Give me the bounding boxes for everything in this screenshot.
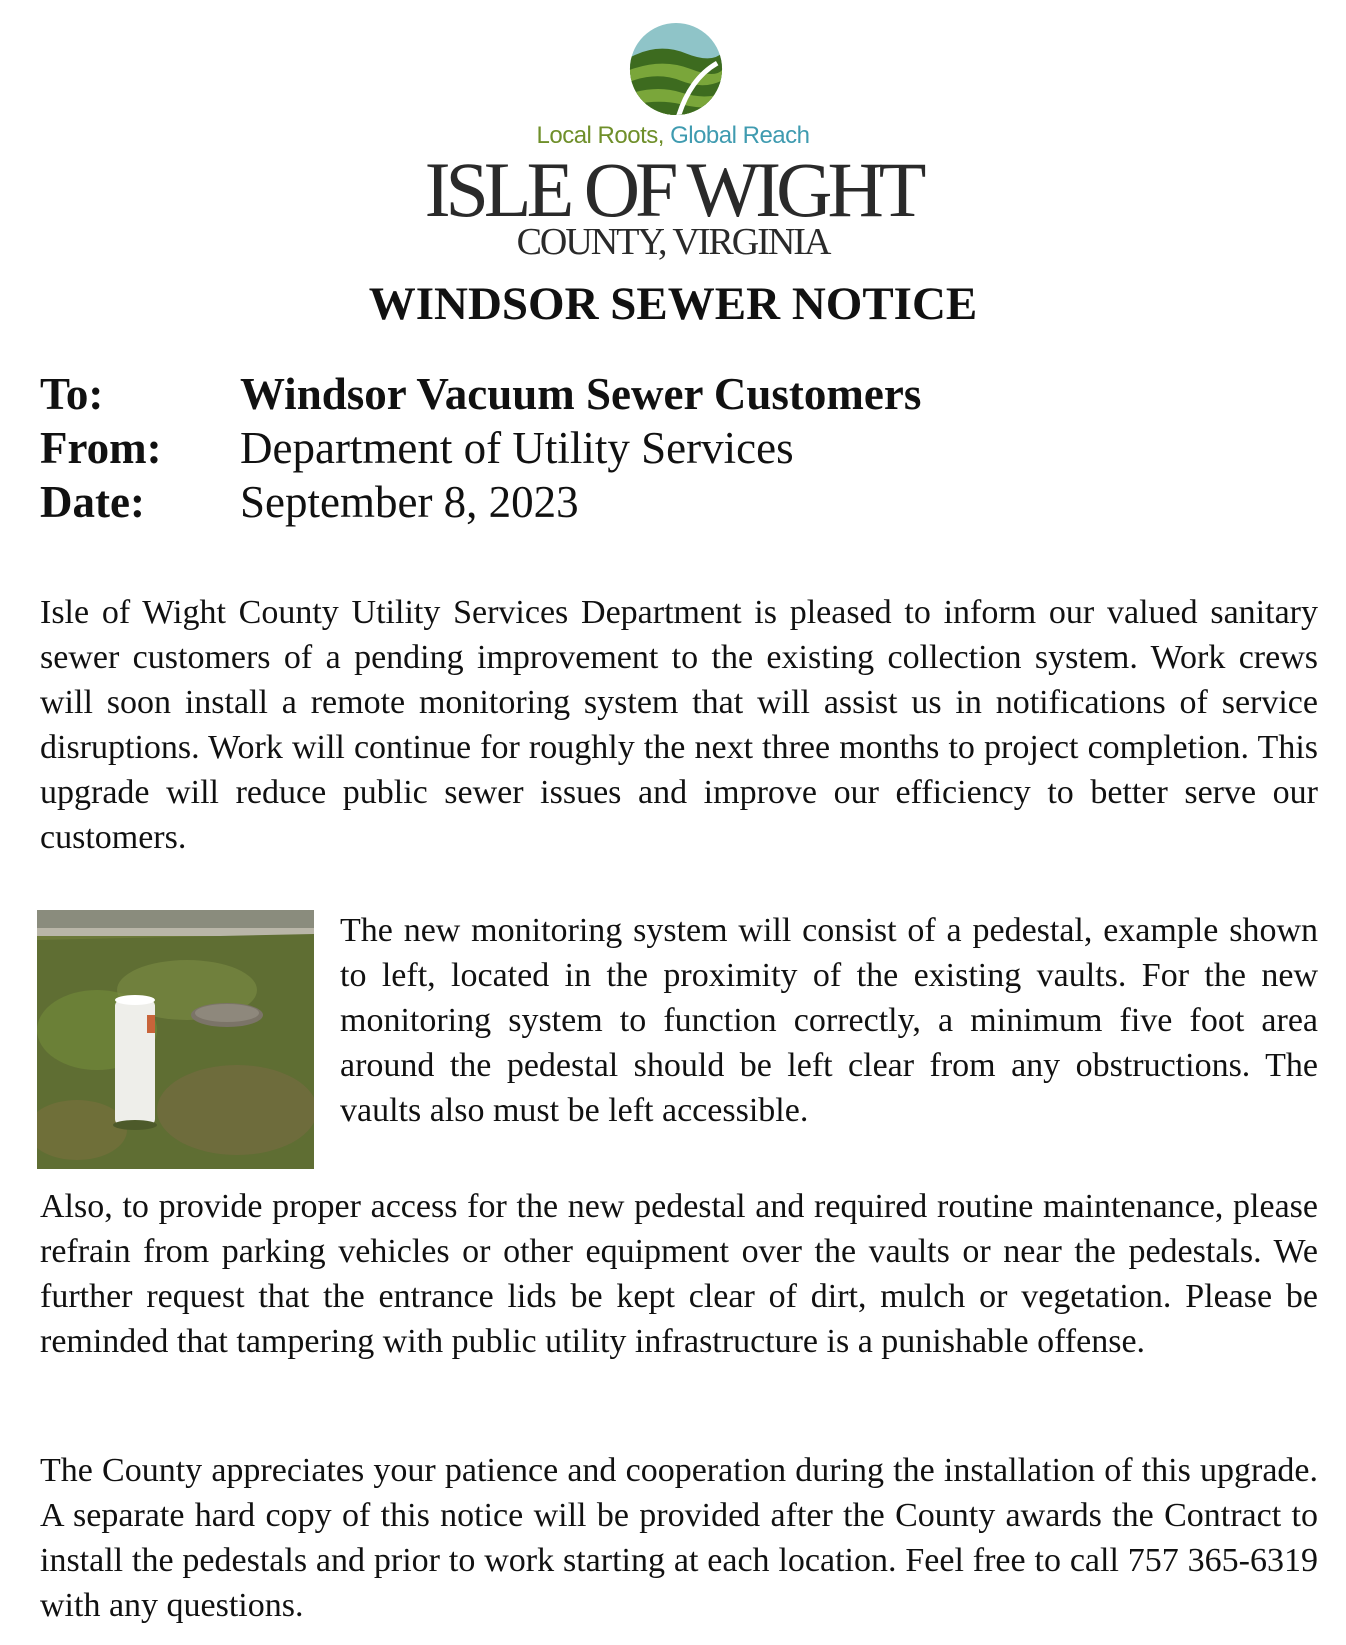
memo-date-value: September 8, 2023 xyxy=(240,477,579,527)
notice-title: WINDSOR SEWER NOTICE xyxy=(368,278,978,330)
closing-paragraph: The County appreciates your patience and cooperation during the installation of this upgrade. A separate hard copy of this notice will be provided after the County awards the Contract to install the pedestals and prior to work starting at each location. Feel free to call 757 365-6319 with any questions. xyxy=(40,1452,1318,1624)
intro-paragraph: Isle of Wight County Utility Services Department is pleased to inform our valued sanitary sewer customers of a pending improvement to the existing collection system. Work crews will soon install a remote monitoring system that will assist us in notifications of service disruptions. Work will continue for roughly the next three months to project completion. This upgrade will reduce public sewer issues and improve our efficiency to better serve our customers. xyxy=(40,594,1318,856)
memo-from-value: Department of Utility Services xyxy=(240,423,794,473)
county-tagline: Local Roots, Global Reach xyxy=(536,122,810,149)
memo-date-label: Date: xyxy=(40,477,145,527)
memo-to-label: To: xyxy=(40,369,104,419)
access-paragraph: Also, to provide proper access for the new pedestal and required routine maintenance, please refrain from parking vehicles or other equipment over the vaults or near the pedestals. We further request that the entrance lids be kept clear of dirt, mulch or vegetation. Please be reminded that tampering with public utility infrastructure is a punishable offense. xyxy=(40,1188,1318,1360)
pedestal-photo xyxy=(37,910,314,1169)
rolling-hills-logo-icon xyxy=(627,20,725,118)
memo-to-row xyxy=(40,366,1300,422)
memo-from-label: From: xyxy=(40,423,162,473)
pedestal-paragraph: The new monitoring system will consist of a pedestal, example shown to left, located in the proximity of the existing vaults. For the new monitoring system to function correctly, a minimum five foot area around the pedestal should be left clear from any obstructions. The vaults also must be left accessible. xyxy=(340,912,1318,1129)
memo-from-row xyxy=(40,420,1300,476)
memo-to-value: Windsor Vacuum Sewer Customers xyxy=(240,369,922,419)
county-state: COUNTY, VIRGINIA xyxy=(516,221,830,263)
memo-date-row xyxy=(40,474,1300,530)
county-name: ISLE OF WIGHT xyxy=(424,146,922,233)
